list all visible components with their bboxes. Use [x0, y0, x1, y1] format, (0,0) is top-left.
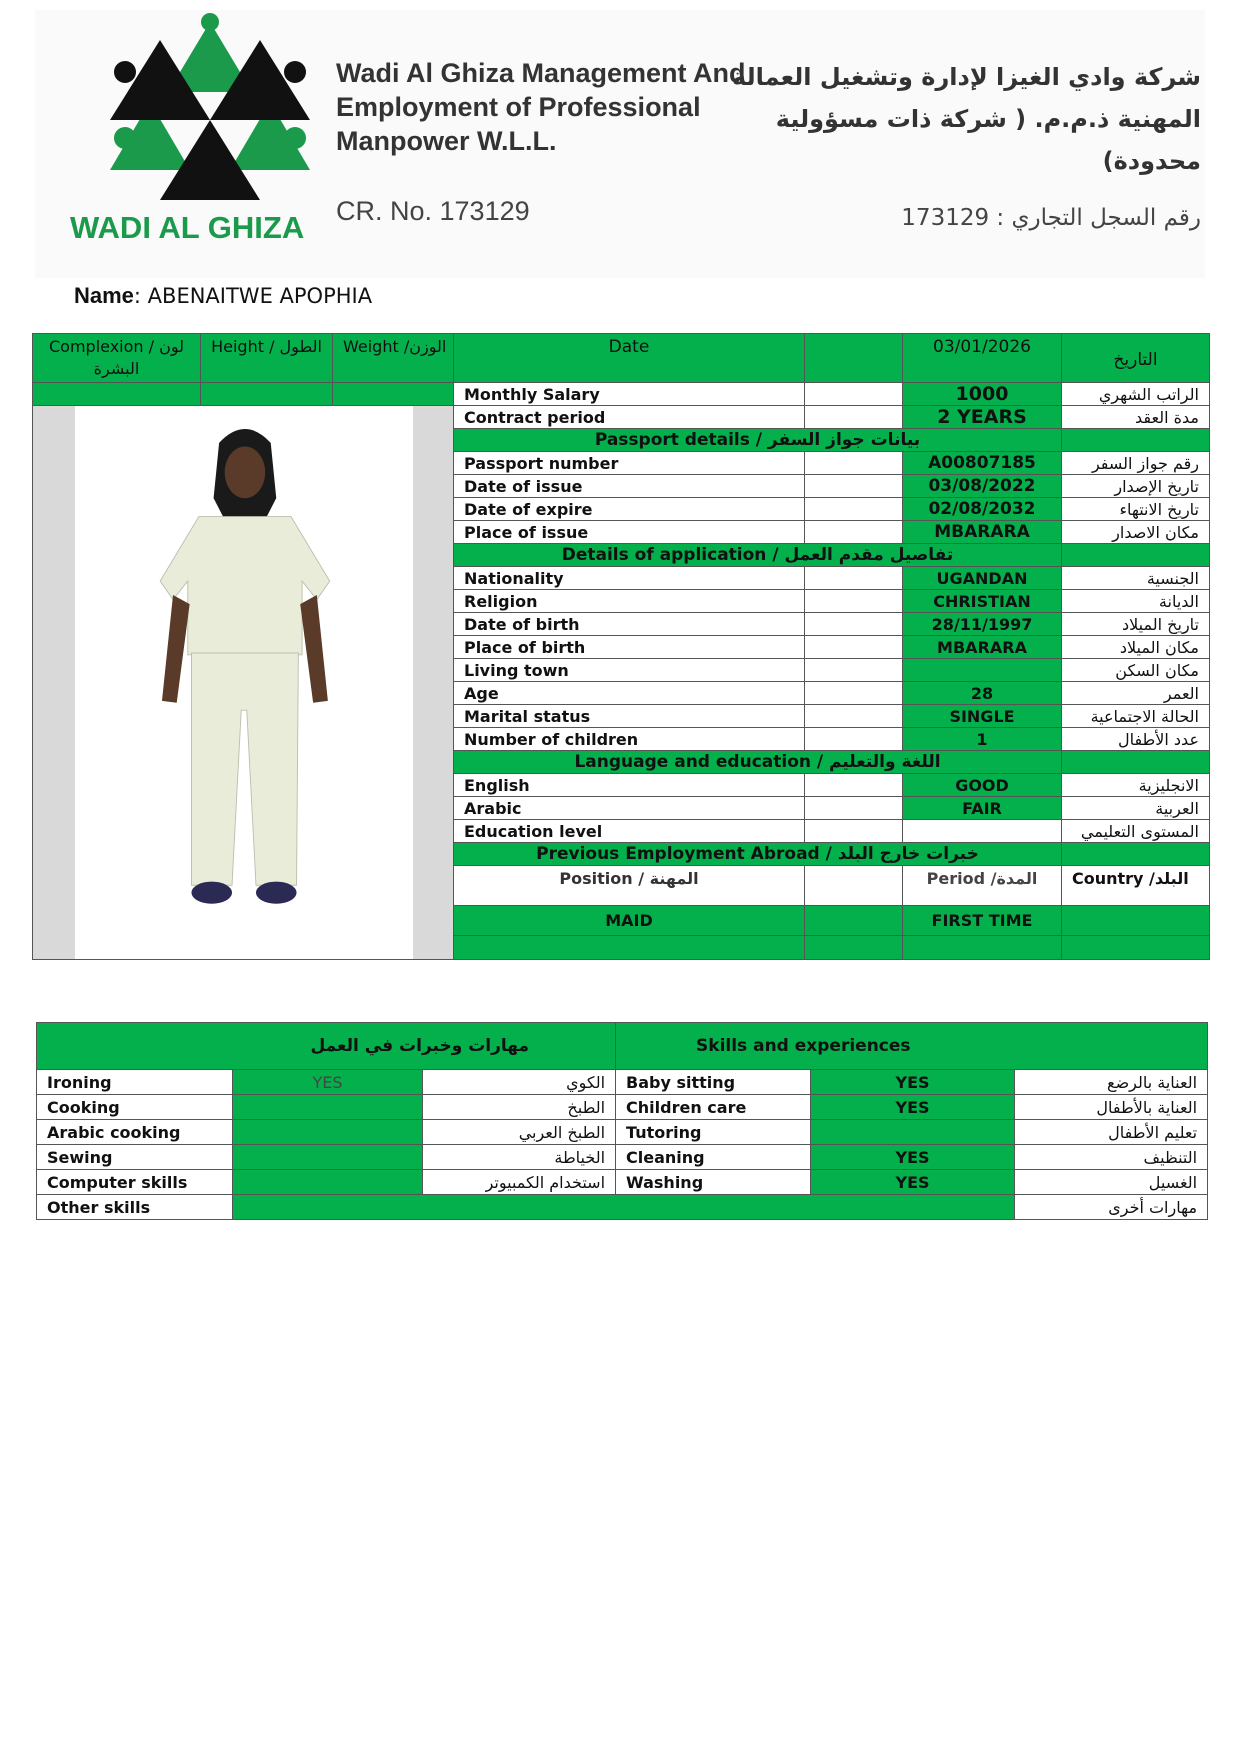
empty-cell — [805, 866, 903, 906]
issue-date-value: 03/08/2022 — [903, 475, 1062, 498]
passport-section-title: Passport details / بيانات جواز السفر — [454, 429, 1062, 452]
skill-label: Arabic cooking — [37, 1120, 233, 1145]
children-ar: عدد الأطفال — [1062, 728, 1210, 751]
living-town-value — [903, 659, 1062, 682]
empty-cell — [903, 936, 1062, 960]
empty-cell — [1062, 843, 1210, 866]
other-skills-ar: مهارات أخرى — [1015, 1195, 1208, 1220]
other-skills-label: Other skills — [37, 1195, 233, 1220]
company-logo — [70, 10, 340, 250]
empty-cell — [805, 498, 903, 521]
passport-number-value: A00807185 — [903, 452, 1062, 475]
age-value: 28 — [903, 682, 1062, 705]
place-of-issue-ar: مكان الاصدار — [1062, 521, 1210, 544]
education-label: Education level — [454, 820, 805, 843]
salary-ar: الراتب الشهري — [1062, 383, 1210, 406]
skill-label: Sewing — [37, 1145, 233, 1170]
marital-status-ar: الحالة الاجتماعية — [1062, 705, 1210, 728]
skill-ar: الطبخ — [423, 1095, 616, 1120]
skills-table — [36, 1022, 1208, 1220]
position-value: MAID — [454, 906, 805, 936]
skill-ar: التنظيف — [1015, 1145, 1208, 1170]
salary-value: 1000 — [903, 383, 1062, 406]
cr-number-ar: رقم السجل التجاري : 173129 — [901, 205, 1201, 231]
empty-cell — [805, 705, 903, 728]
company-name-en: Wadi Al Ghiza Management And Employment of Professional Manpower W.L.L. — [336, 58, 746, 156]
skill-label: Computer skills — [37, 1170, 233, 1195]
nationality-label: Nationality — [454, 567, 805, 590]
arabic-label: Arabic — [454, 797, 805, 820]
weight-value — [333, 383, 454, 406]
skill-ar: الغسيل — [1015, 1170, 1208, 1195]
period-header: Period /المدة — [903, 866, 1062, 906]
arabic-ar: العربية — [1062, 797, 1210, 820]
skill-ar: الخياطة — [423, 1145, 616, 1170]
weight-header: Weight /الوزن — [333, 334, 454, 383]
skill-label: Tutoring — [616, 1120, 811, 1145]
expiry-date-value: 02/08/2032 — [903, 498, 1062, 521]
salary-label: Monthly Salary — [454, 383, 805, 406]
skill-value — [811, 1120, 1015, 1145]
application-section-title: Details of application / تفاصيل مقدم العمل — [454, 544, 1062, 567]
skill-value — [233, 1145, 423, 1170]
skill-value: YES — [233, 1070, 423, 1095]
empty-cell — [805, 475, 903, 498]
date-value: 03/01/2026 — [903, 334, 1062, 383]
issue-date-ar: تاريخ الإصدار — [1062, 475, 1210, 498]
photo-frame — [33, 406, 454, 960]
living-town-ar: مكان السكن — [1062, 659, 1210, 682]
skills-header-ar: مهارات وخبرات في العمل — [37, 1023, 616, 1070]
height-header: Height / الطول — [201, 334, 333, 383]
country-value — [1062, 906, 1210, 936]
skill-ar: الكوي — [423, 1070, 616, 1095]
other-skills-value — [233, 1195, 1015, 1220]
empty-cell — [1062, 544, 1210, 567]
religion-ar: الديانة — [1062, 590, 1210, 613]
marital-status-label: Marital status — [454, 705, 805, 728]
skill-label: Cleaning — [616, 1145, 811, 1170]
age-ar: العمر — [1062, 682, 1210, 705]
issue-date-label: Date of issue — [454, 475, 805, 498]
date-label: Date — [454, 334, 805, 383]
place-of-issue-value: MBARARA — [903, 521, 1062, 544]
english-value: GOOD — [903, 774, 1062, 797]
candidate-photo-area — [75, 406, 413, 959]
company-name-ar: شركة وادي الغيزا لإدارة وتشغيل العمالة المهنية ذ.م.م. ( شركة ذات مسؤولية محدودة) — [732, 63, 1201, 175]
date-ar: التاريخ — [1062, 334, 1210, 383]
skill-value — [233, 1120, 423, 1145]
place-of-birth-ar: مكان الميلاد — [1062, 636, 1210, 659]
skill-value: YES — [811, 1170, 1015, 1195]
religion-label: Religion — [454, 590, 805, 613]
arabic-value: FAIR — [903, 797, 1062, 820]
empty-cell — [805, 590, 903, 613]
expiry-date-label: Date of expire — [454, 498, 805, 521]
skill-label: Ironing — [37, 1070, 233, 1095]
empty-cell — [1062, 751, 1210, 774]
skill-ar: الطبخ العربي — [423, 1120, 616, 1145]
empty-cell — [805, 521, 903, 544]
skill-value — [233, 1095, 423, 1120]
place-of-issue-label: Place of issue — [454, 521, 805, 544]
marital-status-value: SINGLE — [903, 705, 1062, 728]
empty-cell — [805, 452, 903, 475]
skill-label: Children care — [616, 1095, 811, 1120]
birth-date-value: 28/11/1997 — [903, 613, 1062, 636]
passport-number-label: Passport number — [454, 452, 805, 475]
skill-value: YES — [811, 1070, 1015, 1095]
skill-label: Washing — [616, 1170, 811, 1195]
empty-cell — [805, 334, 903, 383]
empty-cell — [805, 906, 903, 936]
english-ar: الانجليزية — [1062, 774, 1210, 797]
place-of-birth-value: MBARARA — [903, 636, 1062, 659]
education-value — [903, 820, 1062, 843]
contract-label: Contract period — [454, 406, 805, 429]
english-label: English — [454, 774, 805, 797]
nationality-value: UGANDAN — [903, 567, 1062, 590]
empty-cell — [1062, 936, 1210, 960]
skill-ar: تعليم الأطفال — [1015, 1120, 1208, 1145]
empty-cell — [805, 774, 903, 797]
skills-header-en: Skills and experiences — [616, 1023, 1208, 1070]
country-header: Country /البلد — [1062, 866, 1210, 906]
nationality-ar: الجنسية — [1062, 567, 1210, 590]
empty-cell — [805, 797, 903, 820]
age-label: Age — [454, 682, 805, 705]
empty-cell — [805, 406, 903, 429]
contract-value: 2 YEARS — [903, 406, 1062, 429]
education-ar: المستوى التعليمي — [1062, 820, 1210, 843]
empty-cell — [805, 659, 903, 682]
cr-number-en: CR. No. 173129 — [336, 196, 530, 226]
place-of-birth-label: Place of birth — [454, 636, 805, 659]
skill-ar: العناية بالرضع — [1015, 1070, 1208, 1095]
complexion-header: Complexion / لون البشرة — [33, 334, 201, 383]
empty-cell — [454, 936, 805, 960]
complexion-value — [33, 383, 201, 406]
candidate-details-table — [32, 333, 1210, 960]
logo-wordmark: WADI AL GHIZA — [70, 210, 305, 245]
birth-date-ar: تاريخ الميلاد — [1062, 613, 1210, 636]
period-value: FIRST TIME — [903, 906, 1062, 936]
height-value — [201, 383, 333, 406]
children-value: 1 — [903, 728, 1062, 751]
position-header: Position / المهنة — [454, 866, 805, 906]
employment-section-title: Previous Employment Abroad / خبرات خارج البلد — [454, 843, 1062, 866]
empty-cell — [805, 383, 903, 406]
contract-ar: مدة العقد — [1062, 406, 1210, 429]
name-label: Name — [74, 283, 134, 308]
candidate-photo — [75, 406, 413, 959]
empty-cell — [805, 728, 903, 751]
living-town-label: Living town — [454, 659, 805, 682]
language-section-title: Language and education / اللغة والتعليم — [454, 751, 1062, 774]
skill-ar: العناية بالأطفال — [1015, 1095, 1208, 1120]
children-label: Number of children — [454, 728, 805, 751]
birth-date-label: Date of birth — [454, 613, 805, 636]
name-value: : ABENAITWE APOPHIA — [133, 284, 373, 308]
skill-label: Cooking — [37, 1095, 233, 1120]
passport-number-ar: رقم جواز السفر — [1062, 452, 1210, 475]
empty-cell — [805, 682, 903, 705]
skill-value: YES — [811, 1145, 1015, 1170]
empty-cell — [1062, 429, 1210, 452]
skill-value — [233, 1170, 423, 1195]
skill-label: Baby sitting — [616, 1070, 811, 1095]
empty-cell — [805, 936, 903, 960]
empty-cell — [805, 613, 903, 636]
empty-cell — [805, 636, 903, 659]
skill-ar: استخدام الكمبيوتر — [423, 1170, 616, 1195]
empty-cell — [805, 567, 903, 590]
skill-value: YES — [811, 1095, 1015, 1120]
religion-value: CHRISTIAN — [903, 590, 1062, 613]
candidate-name — [74, 283, 372, 309]
expiry-date-ar: تاريخ الانتهاء — [1062, 498, 1210, 521]
empty-cell — [805, 820, 903, 843]
